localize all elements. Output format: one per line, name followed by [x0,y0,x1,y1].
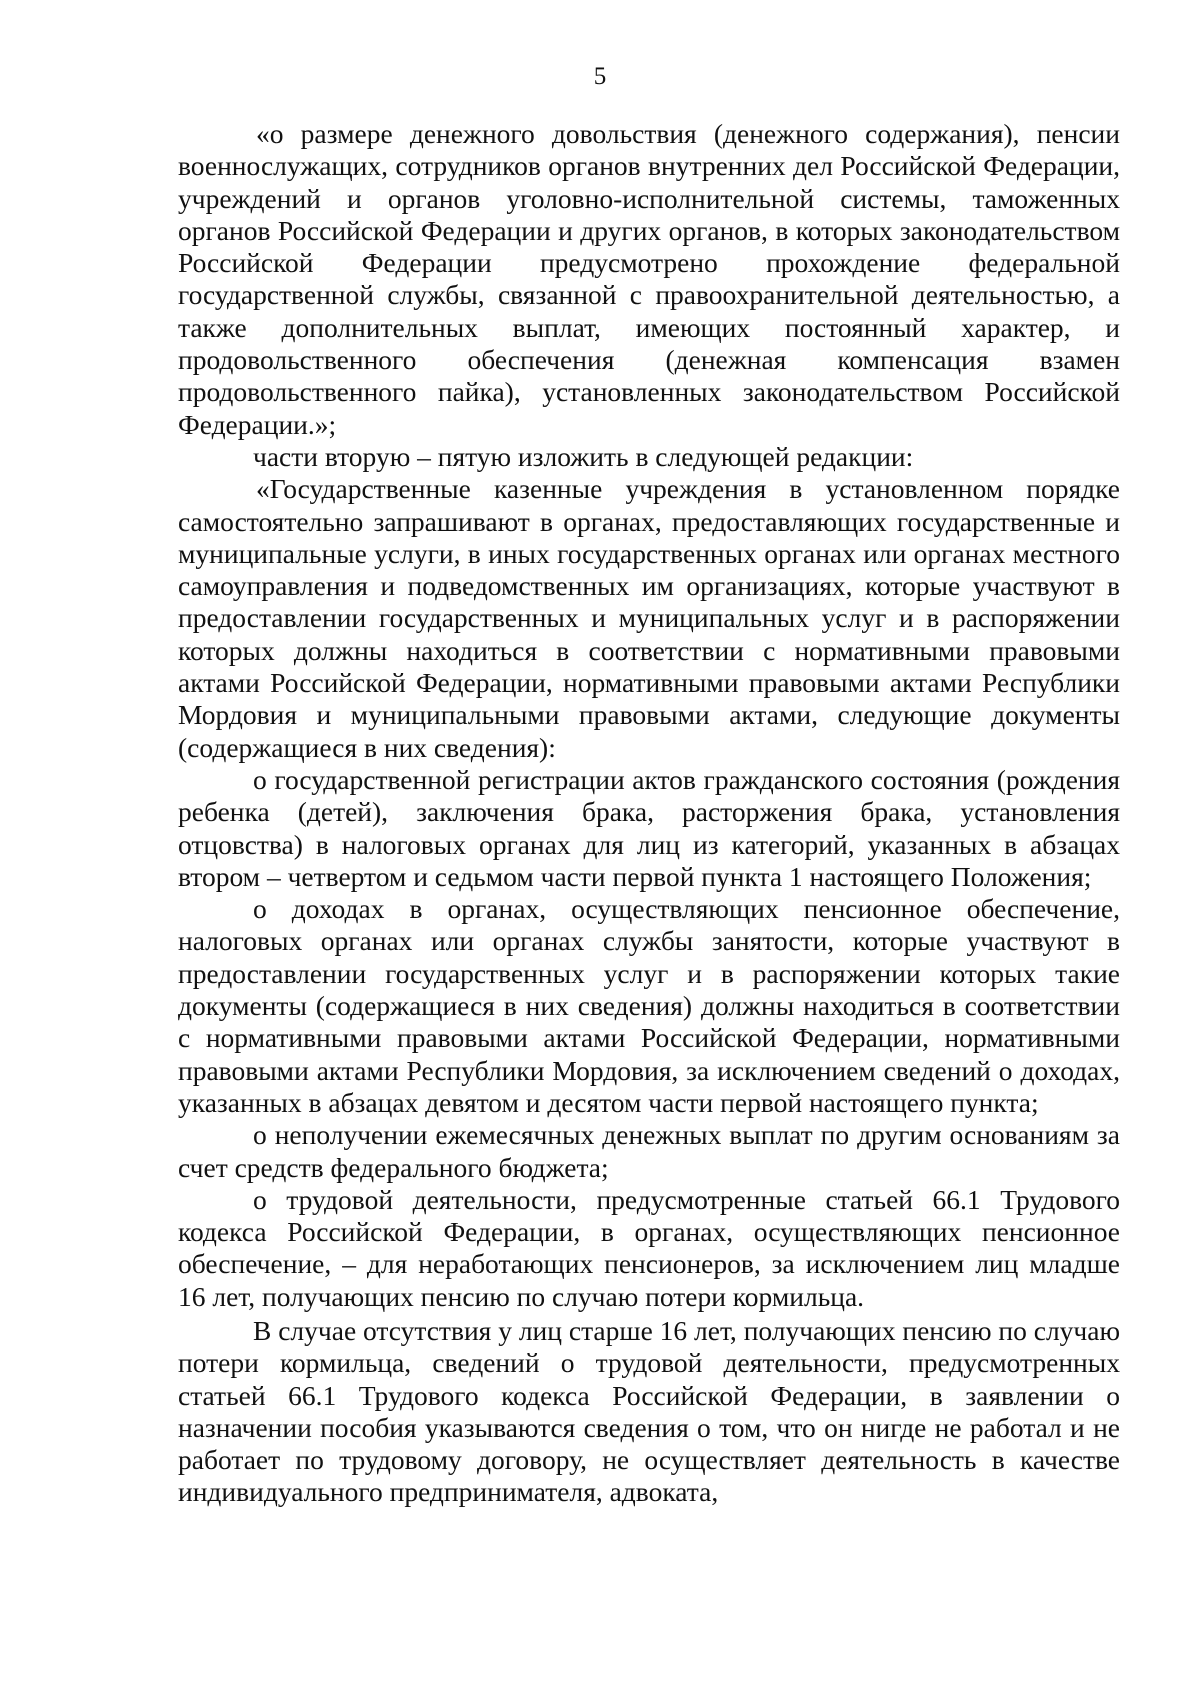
page-number: 5 [593,63,607,90]
paragraph-pension-amount-clause: «о размере денежного довольствия (денежного содержания), пенсии военнослужащих, сотрудников органов внутренних дел Российской Федерации, учреждений и органов уголовно-исполнительной системы, таможенных органов Российской Федерации и других органов, в которых законодательством Российской Федерации предусмотрено прохождение федеральной государственной службы, связанной с правоохранительной деятельностью, а также дополнительных выплат, имеющих постоянный характер, и продовольственного обеспечения (денежная компенсация взамен продовольственного пайка), установленных законодательством Российской Федерации.»; [178,118,1120,440]
paragraph-income-information: о доходах в органах, осуществляющих пенсионное обеспечение, налоговых органах или органах службы занятости, которые участвуют в предоставлении государственных услуг и в распоряжении которых такие документы (содержащиеся в них сведения) должны находиться в соответствии с нормативными правовыми актами Российской Федерации, нормативными правовыми актами Республики Мордовия, за исключением сведений о доходах, указанных в абзацах девятом и десятом части первой настоящего пункта; [178,893,1120,1118]
paragraph-civil-registration: о государственной регистрации актов гражданского состояния (рождения ребенка (детей), заключения брака, расторжения брака, установления отцовства) в налоговых органах для лиц из категорий, указанных в абзацах втором – четвертом и седьмом части первой пункта 1 настоящего Положения; [178,763,1120,892]
paragraph-labor-activity: о трудовой деятельности, предусмотренные статьей 66.1 Трудового кодекса Российской Федерации, в органах, осуществляющих пенсионное обеспечение, – для неработающих пенсионеров, за исключением лиц младше 16 лет, получающих пенсию по случаю потери кормильца. [178,1183,1120,1312]
paragraph-state-institutions-request: «Государственные казенные учреждения в установленном порядке самостоятельно запрашивают в органах, предоставляющих государственные и муниципальные услуги, в иных государственных органах или органах местного самоуправления и подведомственных им организациях, которые участвуют в предоставлении государственных и муниципальных услуг и в распоряжении которых должны находиться в соответствии с нормативными правовыми актами Российской Федерации, нормативными правовыми актами Республики Мордовия и муниципальными правовыми актами, следующие документы (содержащиеся в них сведения): [178,473,1120,763]
paragraph-non-receipt-payments: о неполучении ежемесячных денежных выплат по другим основаниям за счет средств федерального бюджета; [178,1119,1120,1183]
paragraph-amendment-instruction: части вторую – пятую изложить в следующей редакции: [253,440,914,472]
document-body [178,118,1120,1509]
paragraph-absence-of-information: В случае отсутствия у лиц старше 16 лет, получающих пенсию по случаю потери кормильца, сведений о трудовой деятельности, предусмотренных статьей 66.1 Трудового кодекса Российской Федерации, в заявлении о назначении пособия указываются сведения о том, что он нигде не работал и не работает по трудовому договору, не осуществляет деятельность в качестве индивидуального предпринимателя, адвоката, [178,1314,1120,1508]
